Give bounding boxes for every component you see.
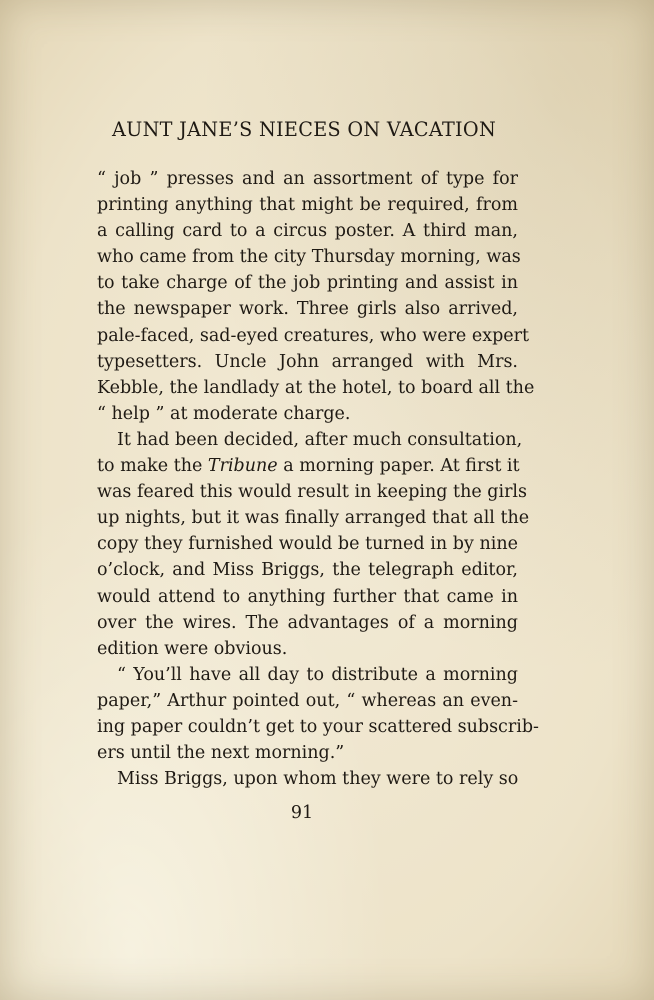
text-segment: a morning paper. At first it	[277, 456, 520, 477]
text-line: “ You’ll have all day to distribute a morning	[117, 664, 518, 685]
text-segment: to make the	[97, 456, 208, 477]
text-line: typesetters. Uncle John arranged with Mrs.	[97, 351, 518, 372]
italic-title: Tribune	[207, 456, 278, 477]
text-line: “ job ” presses and an assortment of type for	[97, 169, 518, 189]
text-line: “ help ” at moderate charge.	[97, 403, 351, 424]
text-line: It had been decided, after much consultation,	[117, 429, 523, 450]
text-line: ers until the next morning.”	[97, 743, 345, 764]
text-line: up nights, but it was finally arranged that all the	[97, 508, 530, 529]
page-number: 91	[290, 803, 314, 823]
text-line: was feared this would result in keeping the girls	[97, 482, 528, 503]
running-header: AUNT JANE’S NIECES ON VACATION	[111, 118, 497, 141]
text-line: o’clock, and Miss Briggs, the telegraph editor,	[97, 560, 518, 581]
text-line: a calling card to a circus poster. A third man,	[97, 221, 518, 242]
text-line: over the wires. The advantages of a morning	[97, 612, 518, 633]
text-line: the newspaper work. Three girls also arrived,	[97, 299, 518, 320]
text-line	[97, 453, 518, 479]
text-line: would attend to anything further that came in	[97, 586, 518, 607]
text-line: pale-faced, sad-eyed creatures, who were expert	[97, 325, 530, 346]
text-line: to take charge of the job printing and assist in	[97, 273, 518, 294]
text-line: Kebble, the landlady at the hotel, to board all the	[97, 377, 535, 398]
text-line: printing anything that might be required, from	[97, 195, 518, 216]
text-line: paper,” Arthur pointed out, “ whereas an even-	[97, 690, 518, 711]
body-text	[97, 166, 539, 792]
text-line: edition were obvious.	[97, 638, 288, 659]
text-line: copy they furnished would be turned in by nine	[97, 534, 518, 555]
text-line: ing paper couldn’t get to your scattered subscrib-	[97, 716, 539, 737]
text-line: who came from the city Thursday morning, was	[97, 247, 521, 268]
text-line: Miss Briggs, upon whom they were to rely so	[117, 769, 519, 790]
